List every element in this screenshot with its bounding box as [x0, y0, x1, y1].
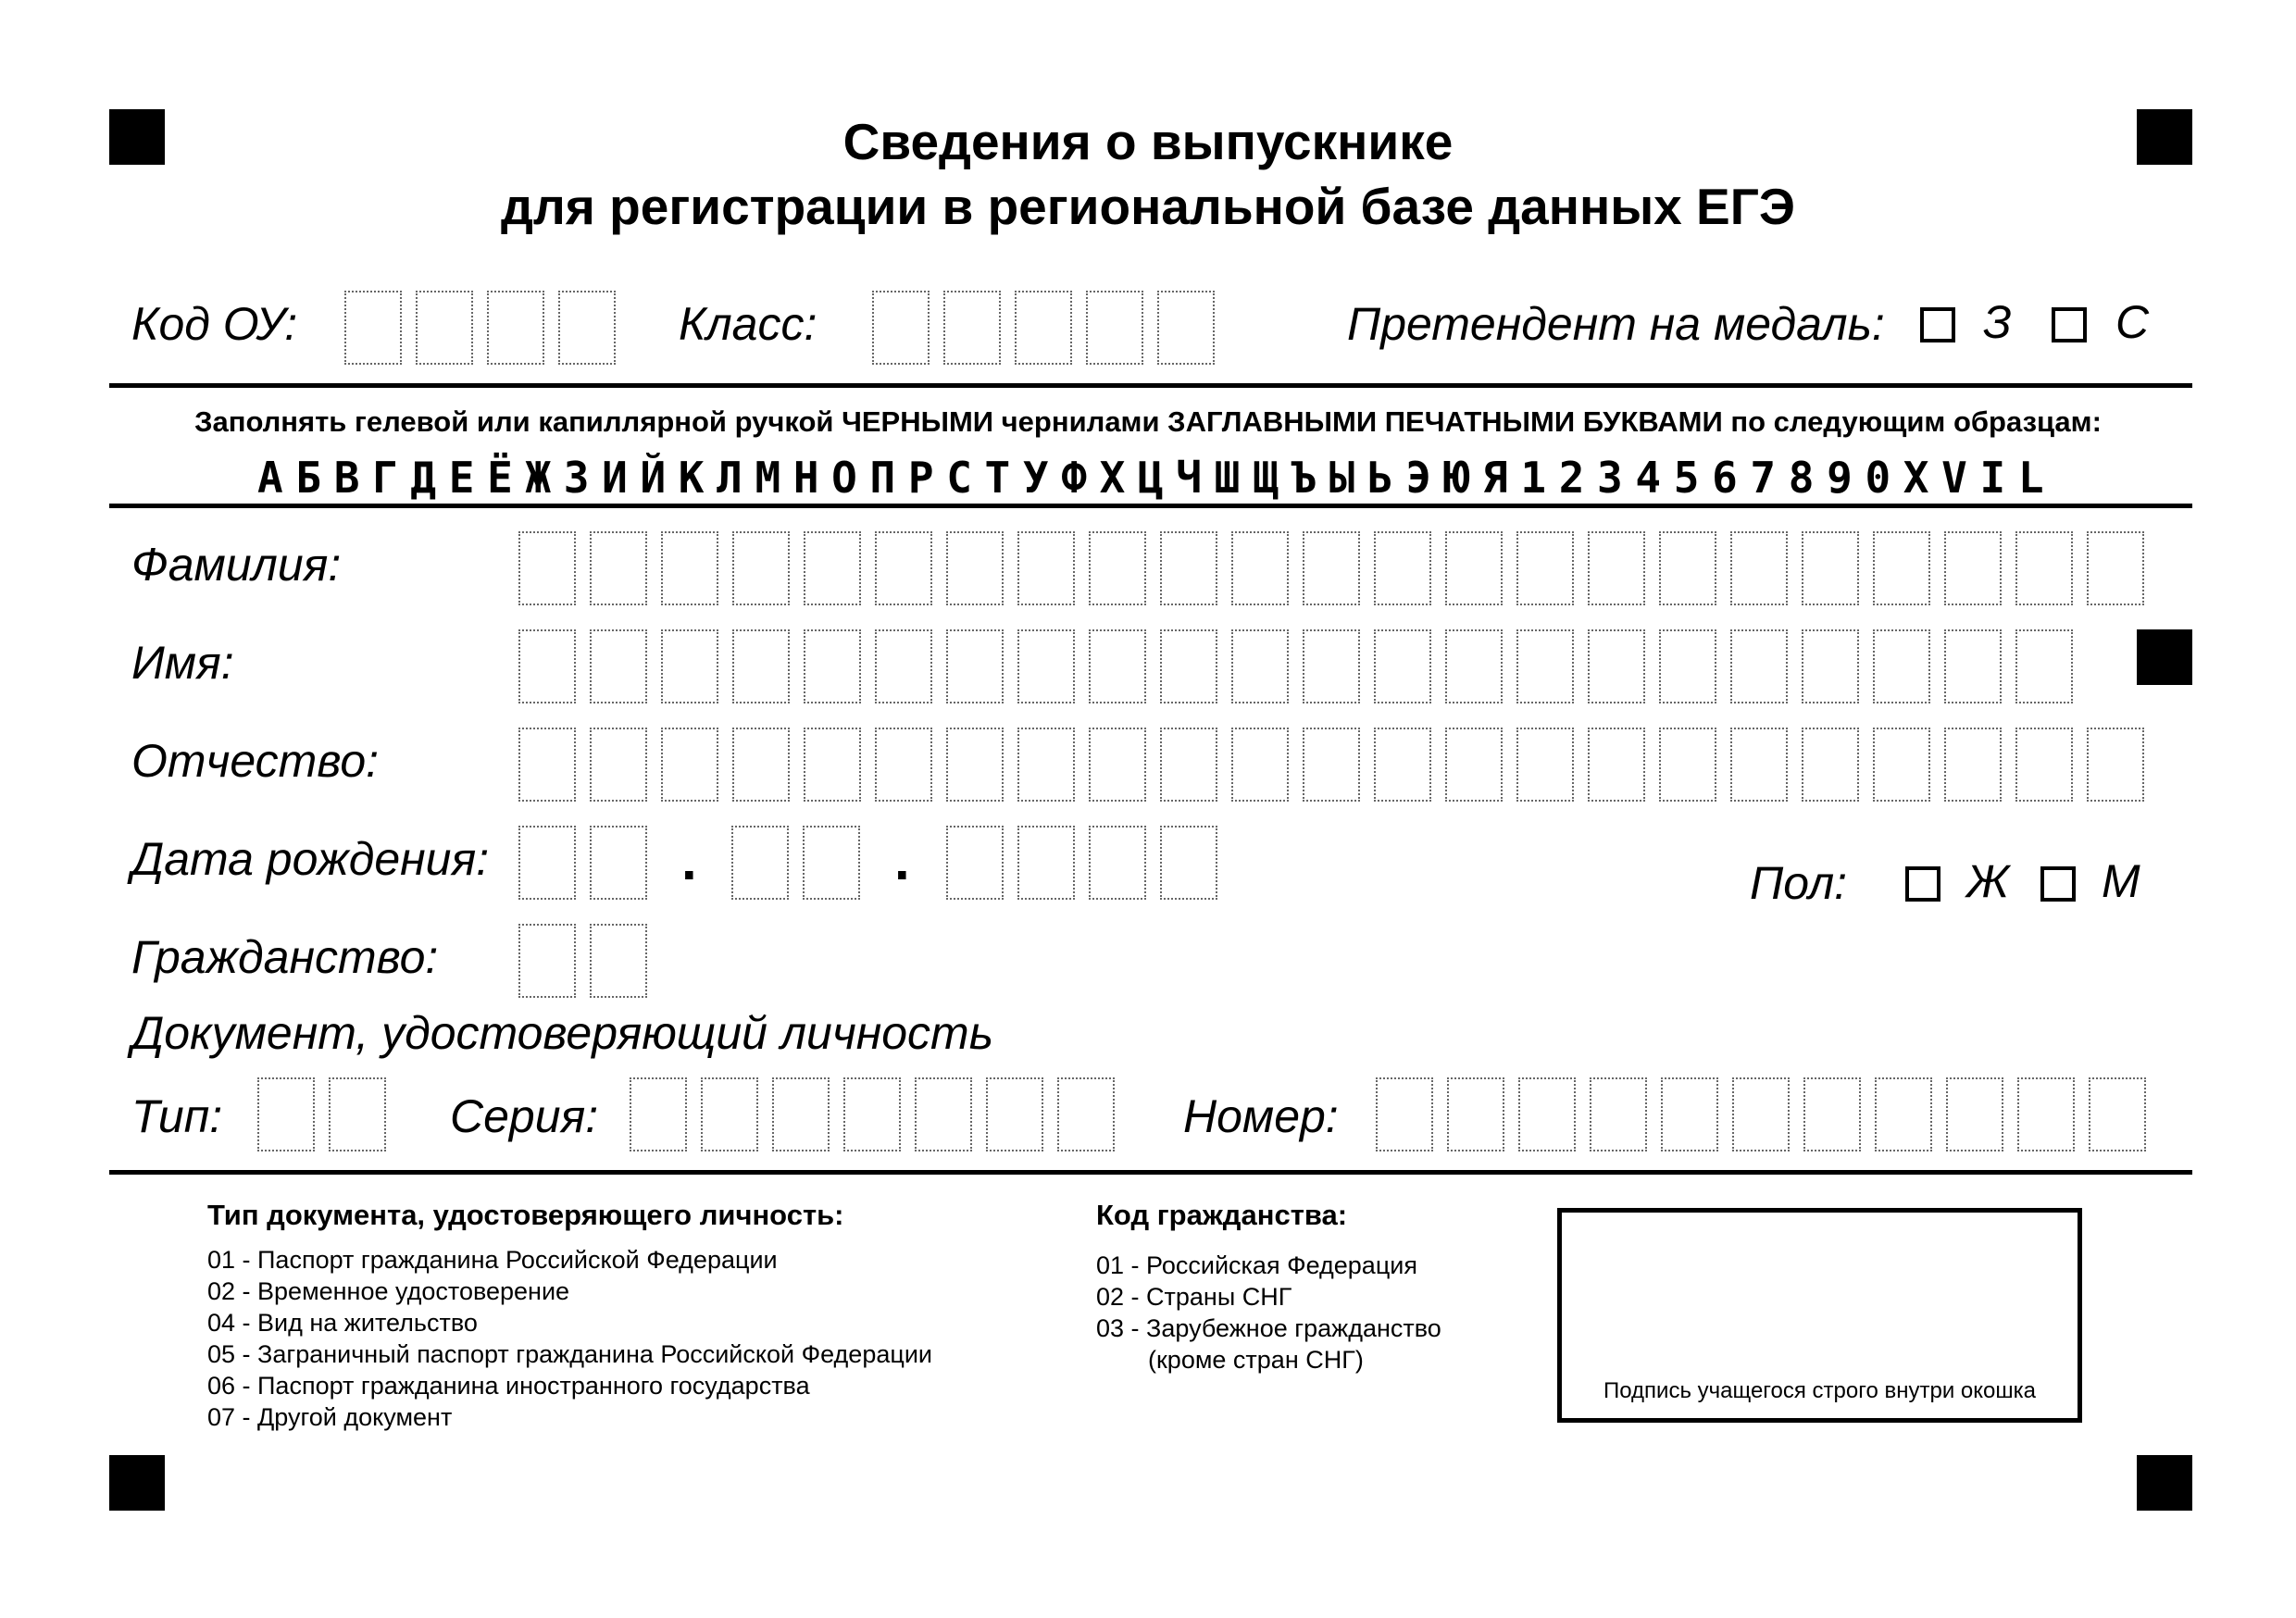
entry-cell[interactable] — [946, 629, 1004, 703]
entry-cell[interactable] — [946, 728, 1004, 802]
sample-char: Е — [448, 453, 475, 503]
entry-cell[interactable] — [943, 291, 1001, 365]
entry-cell[interactable] — [1661, 1077, 1718, 1151]
entry-cell[interactable] — [1089, 728, 1146, 802]
entry-cell[interactable] — [875, 728, 932, 802]
entry-cell[interactable] — [1516, 531, 1574, 605]
entry-cell[interactable] — [1873, 728, 1930, 802]
sample-char: Н — [792, 453, 819, 503]
school-code-label: Код ОУ: — [131, 298, 298, 350]
sample-char: Ц — [1137, 453, 1164, 503]
entry-cell[interactable] — [1445, 629, 1503, 703]
sample-char: Ь — [1366, 453, 1393, 503]
entry-cell[interactable] — [1447, 1077, 1504, 1151]
entry-cell[interactable] — [804, 728, 861, 802]
entry-cell[interactable] — [732, 629, 790, 703]
sample-char: З — [563, 453, 590, 503]
entry-cell[interactable] — [1803, 1077, 1861, 1151]
entry-cell[interactable] — [630, 1077, 687, 1151]
sample-char: Х — [1099, 453, 1126, 503]
entry-cell[interactable] — [590, 531, 647, 605]
entry-cell[interactable] — [661, 728, 718, 802]
entry-cell[interactable] — [1732, 1077, 1790, 1151]
doc-type-item: 07 - Другой документ — [207, 1403, 453, 1431]
class-label: Класс: — [679, 298, 817, 350]
sample-char: Ч — [1176, 453, 1202, 503]
divider-instructions — [109, 504, 2192, 508]
sample-char: В — [333, 453, 360, 503]
sample-char: Щ — [1252, 453, 1279, 503]
entry-cell[interactable] — [946, 826, 1004, 900]
gender-female-checkbox[interactable] — [1905, 866, 1940, 902]
doc-type-item: 04 - Вид на жительство — [207, 1309, 478, 1337]
entry-cell[interactable] — [1303, 531, 1360, 605]
medal-silver-checkbox[interactable] — [2052, 307, 2087, 342]
entry-cell[interactable] — [1374, 531, 1431, 605]
entry-cell[interactable] — [590, 728, 647, 802]
entry-cell[interactable] — [1086, 291, 1143, 365]
entry-cell[interactable] — [1303, 629, 1360, 703]
sample-char: Ы — [1329, 453, 1355, 503]
entry-cell[interactable] — [803, 826, 860, 900]
citizenship-code-item: 01 - Российская Федерация — [1096, 1251, 1417, 1279]
entry-cell[interactable] — [2015, 629, 2073, 703]
entry-cell[interactable] — [329, 1077, 386, 1151]
entry-cell[interactable] — [1588, 531, 1645, 605]
entry-cell[interactable] — [1160, 826, 1217, 900]
entry-cell[interactable] — [1873, 629, 1930, 703]
form-title-line1: Сведения о выпускнике — [842, 113, 1454, 170]
entry-cell[interactable] — [986, 1077, 1043, 1151]
birth-date-label: Дата рождения: — [131, 833, 490, 885]
birth-date-separator-1: . — [681, 829, 697, 891]
fill-instructions: Заполнять гелевой или капиллярной ручкой ЧЕРНЫМИ чернилами ЗАГЛАВНЫМИ ПЕЧАТНЫМИ БУКВАМИ по следующим образцам: — [194, 405, 2102, 438]
citizenship-code-item: 02 - Страны СНГ — [1096, 1283, 1292, 1311]
entry-cell[interactable] — [1231, 531, 1289, 605]
patronymic-cells[interactable] — [518, 728, 2158, 802]
entry-cell[interactable] — [1802, 629, 1859, 703]
entry-cell[interactable] — [1017, 826, 1075, 900]
sample-char: О — [831, 453, 857, 503]
entry-cell[interactable] — [2087, 728, 2144, 802]
entry-cell[interactable] — [257, 1077, 315, 1151]
sample-char: 3 — [1597, 453, 1623, 503]
entry-cell[interactable] — [2089, 1077, 2146, 1151]
entry-cell[interactable] — [772, 1077, 830, 1151]
sample-char: Л — [717, 453, 742, 503]
sample-char: Ю — [1443, 453, 1470, 503]
entry-cell[interactable] — [1659, 629, 1716, 703]
doc-series-cells[interactable] — [630, 1077, 1129, 1151]
entry-cell[interactable] — [1659, 531, 1716, 605]
entry-cell[interactable] — [1873, 531, 1930, 605]
entry-cell[interactable] — [1376, 1077, 1433, 1151]
signature-box[interactable] — [1557, 1208, 2082, 1423]
entry-cell[interactable] — [661, 531, 718, 605]
sample-char: 1 — [1520, 453, 1547, 503]
birth-month-cells[interactable] — [731, 826, 874, 900]
entry-cell[interactable] — [1160, 728, 1217, 802]
entry-cell[interactable] — [1516, 728, 1574, 802]
entry-cell[interactable] — [843, 1077, 901, 1151]
entry-cell[interactable] — [1374, 728, 1431, 802]
doc-type-label: Тип: — [131, 1090, 223, 1142]
entry-cell[interactable] — [1590, 1077, 1647, 1151]
entry-cell[interactable] — [1231, 728, 1289, 802]
class-cells[interactable] — [872, 291, 1229, 365]
entry-cell[interactable] — [1017, 728, 1075, 802]
entry-cell[interactable] — [915, 1077, 972, 1151]
entry-cell[interactable] — [731, 826, 789, 900]
entry-cell[interactable] — [1231, 629, 1289, 703]
sample-char: Й — [640, 453, 667, 503]
entry-cell[interactable] — [1802, 531, 1859, 605]
doc-number-cells[interactable] — [1376, 1077, 2160, 1151]
sample-char: Р — [907, 453, 934, 503]
sample-char: А — [257, 453, 283, 503]
sample-char: 4 — [1635, 453, 1662, 503]
medal-label: Претендент на медаль: — [1347, 298, 1885, 350]
entry-cell[interactable] — [1518, 1077, 1576, 1151]
divider-top — [109, 383, 2192, 388]
entry-cell[interactable] — [2087, 531, 2144, 605]
doc-type-item: 06 - Паспорт гражданина иностранного государства — [207, 1372, 810, 1400]
sample-char: К — [678, 453, 705, 503]
entry-cell[interactable] — [1160, 531, 1217, 605]
citizenship-codes-heading: Код гражданства: — [1096, 1199, 1348, 1231]
entry-cell[interactable] — [1374, 629, 1431, 703]
entry-cell[interactable] — [1303, 728, 1360, 802]
surname-cells[interactable] — [518, 531, 2158, 605]
entry-cell[interactable] — [487, 291, 544, 365]
entry-cell[interactable] — [1730, 629, 1788, 703]
entry-cell[interactable] — [1089, 826, 1146, 900]
entry-cell[interactable] — [1730, 531, 1788, 605]
entry-cell[interactable] — [804, 629, 861, 703]
entry-cell[interactable] — [875, 629, 932, 703]
entry-cell[interactable] — [590, 924, 647, 998]
doc-type-cells[interactable] — [257, 1077, 400, 1151]
entry-cell[interactable] — [1588, 629, 1645, 703]
entry-cell[interactable] — [1875, 1077, 1932, 1151]
entry-cell[interactable] — [732, 728, 790, 802]
birth-day-cells[interactable] — [518, 826, 661, 900]
citizenship-cells[interactable] — [518, 924, 661, 998]
doc-type-item: 01 - Паспорт гражданина Российской Федерации — [207, 1246, 778, 1274]
doc-number-label: Номер: — [1183, 1090, 1339, 1142]
entry-cell[interactable] — [344, 291, 402, 365]
entry-cell[interactable] — [804, 531, 861, 605]
sample-char: 6 — [1712, 453, 1738, 503]
patronymic-label: Отчество: — [131, 735, 380, 787]
signature-caption: Подпись учащегося строго внутри окошка — [1603, 1378, 2036, 1403]
entry-cell[interactable] — [872, 291, 930, 365]
birth-date-separator-2: . — [894, 829, 910, 891]
sample-char: I — [1979, 453, 2006, 503]
entry-cell[interactable] — [1588, 728, 1645, 802]
entry-cell[interactable] — [1057, 1077, 1115, 1151]
sample-char: Ж — [525, 453, 552, 503]
entry-cell[interactable] — [558, 291, 616, 365]
entry-cell[interactable] — [946, 531, 1004, 605]
entry-cell[interactable] — [1017, 531, 1075, 605]
entry-cell[interactable] — [416, 291, 473, 365]
entry-cell[interactable] — [1730, 728, 1788, 802]
entry-cell[interactable] — [1089, 629, 1146, 703]
entry-cell[interactable] — [732, 531, 790, 605]
sample-char: V — [1941, 453, 1967, 503]
sample-char: 9 — [1827, 453, 1853, 503]
sample-char: 8 — [1788, 453, 1815, 503]
entry-cell[interactable] — [1944, 728, 2002, 802]
citizenship-code-item: 03 - Зарубежное гражданство — [1096, 1314, 1441, 1342]
sample-char: Ф — [1061, 453, 1087, 503]
entry-cell[interactable] — [1946, 1077, 2003, 1151]
sample-char: С — [946, 453, 972, 503]
sample-char: П — [869, 453, 896, 503]
gender-female-label: Ж — [1966, 855, 2009, 907]
entry-cell[interactable] — [518, 826, 576, 900]
citizenship-label: Гражданство: — [131, 931, 439, 983]
medal-silver-label: С — [2115, 296, 2150, 348]
name-label: Имя: — [131, 637, 234, 689]
entry-cell[interactable] — [590, 629, 647, 703]
medal-gold-label: З — [1983, 296, 2012, 348]
sample-char: L — [2017, 453, 2044, 503]
name-cells[interactable] — [518, 629, 2087, 703]
entry-cell[interactable] — [518, 924, 576, 998]
entry-cell[interactable] — [590, 826, 647, 900]
entry-cell[interactable] — [1157, 291, 1215, 365]
sample-char: У — [1022, 453, 1049, 503]
alignment-marker-bottom-left — [109, 1455, 165, 1511]
entry-cell[interactable] — [1944, 531, 2002, 605]
entry-cell[interactable] — [1516, 629, 1574, 703]
sample-char: 5 — [1673, 453, 1700, 503]
entry-cell[interactable] — [518, 531, 576, 605]
sample-char: Я — [1482, 453, 1508, 503]
surname-label: Фамилия: — [131, 539, 342, 591]
entry-cell[interactable] — [518, 629, 576, 703]
doc-types-heading: Тип документа, удостоверяющего личность: — [207, 1199, 844, 1231]
id-document-heading: Документ, удостоверяющий личность — [131, 1007, 994, 1059]
gender-male-label: М — [2102, 855, 2140, 907]
entry-cell[interactable] — [875, 531, 932, 605]
sample-char: Г — [372, 453, 398, 503]
doc-type-item: 05 - Заграничный паспорт гражданина Российской Федерации — [207, 1340, 932, 1368]
sample-char: Э — [1405, 453, 1432, 503]
entry-cell[interactable] — [1445, 531, 1503, 605]
entry-cell[interactable] — [1089, 531, 1146, 605]
doc-type-item: 02 - Временное удостоверение — [207, 1277, 570, 1305]
gender-male-checkbox[interactable] — [2040, 866, 2076, 902]
sample-char: М — [755, 453, 781, 503]
sample-char: X — [1903, 453, 1929, 503]
alignment-marker-middle-right — [2137, 629, 2192, 685]
entry-cell[interactable] — [1015, 291, 1072, 365]
entry-cell[interactable] — [1659, 728, 1716, 802]
school-code-cells[interactable] — [344, 291, 630, 365]
sample-char: Т — [984, 453, 1011, 503]
sample-char: 7 — [1750, 453, 1777, 503]
entry-cell[interactable] — [2017, 1077, 2075, 1151]
sample-char: Ё — [487, 453, 513, 503]
sample-characters — [257, 450, 2044, 505]
divider-bottom — [109, 1170, 2192, 1175]
birth-year-cells[interactable] — [946, 826, 1231, 900]
entry-cell[interactable] — [701, 1077, 758, 1151]
citizenship-code-item: (кроме стран СНГ) — [1148, 1346, 1364, 1374]
sample-char: Ш — [1214, 453, 1241, 503]
entry-cell[interactable] — [2015, 531, 2073, 605]
entry-cell[interactable] — [1944, 629, 2002, 703]
sample-char: Ъ — [1291, 453, 1316, 503]
entry-cell[interactable] — [661, 629, 718, 703]
entry-cell[interactable] — [1017, 629, 1075, 703]
sample-char: Д — [410, 453, 437, 503]
sample-char: 0 — [1865, 453, 1891, 503]
entry-cell[interactable] — [1802, 728, 1859, 802]
gender-label: Пол: — [1750, 857, 1848, 909]
sample-char: Б — [295, 453, 322, 503]
medal-gold-checkbox[interactable] — [1920, 307, 1955, 342]
entry-cell[interactable] — [1160, 629, 1217, 703]
entry-cell[interactable] — [1445, 728, 1503, 802]
sample-char: И — [602, 453, 628, 503]
entry-cell[interactable] — [518, 728, 576, 802]
sample-char: 2 — [1558, 453, 1585, 503]
entry-cell[interactable] — [2015, 728, 2073, 802]
alignment-marker-bottom-right — [2137, 1455, 2192, 1511]
form-title-line2: для регистрации в региональной базе данных ЕГЭ — [500, 178, 1796, 235]
doc-series-label: Серия: — [450, 1090, 599, 1142]
